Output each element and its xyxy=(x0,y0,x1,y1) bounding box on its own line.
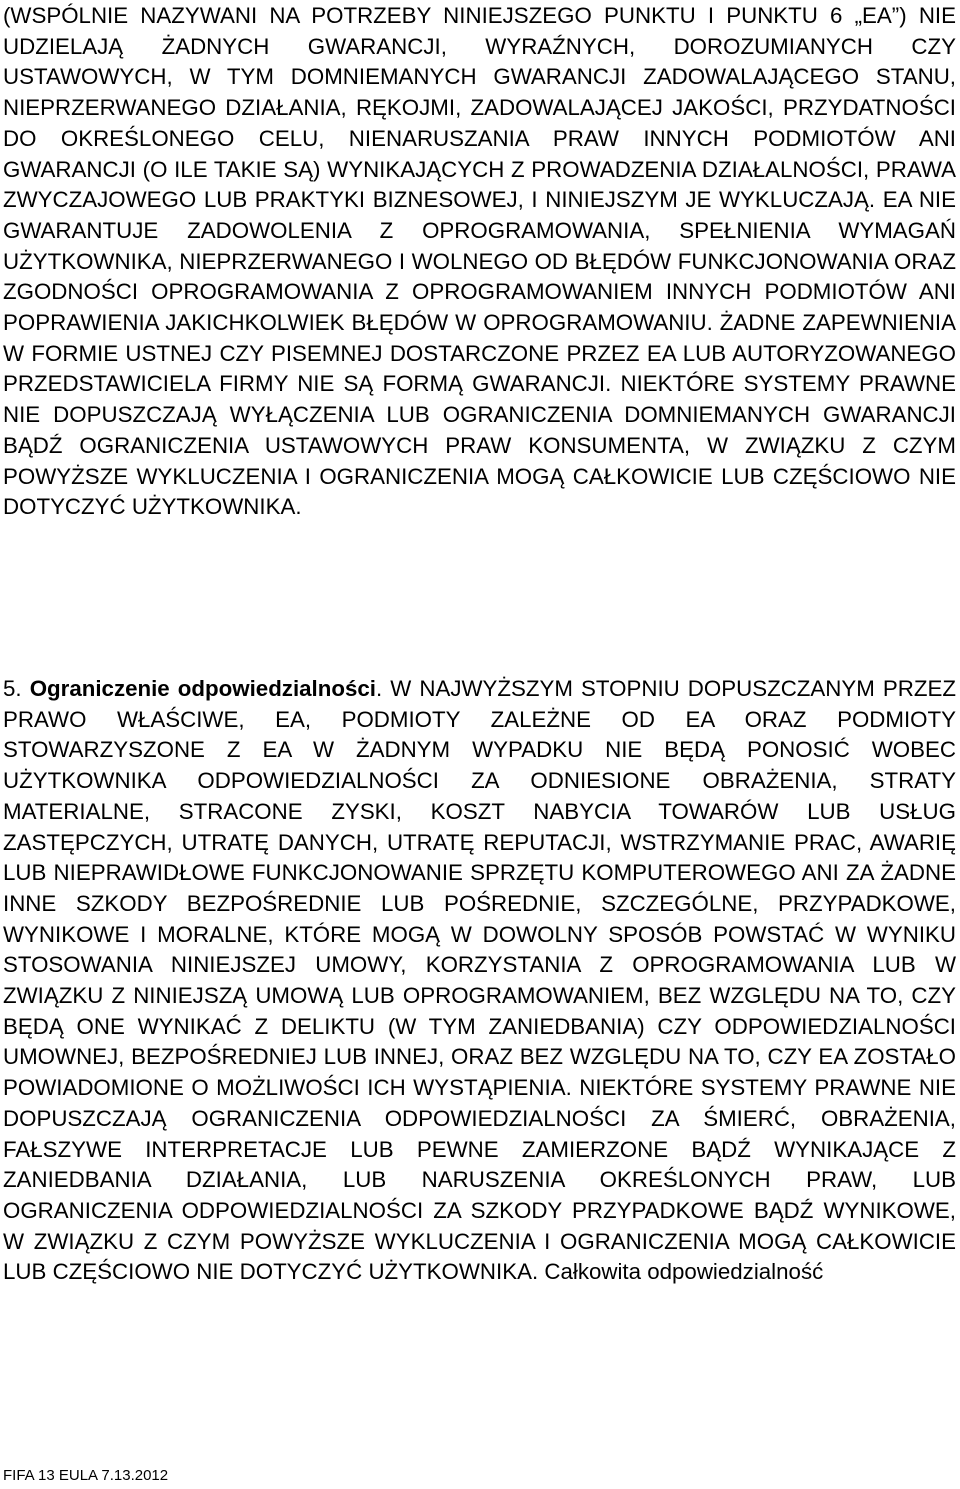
section-title-period: . xyxy=(375,676,383,701)
limitation-of-liability-section xyxy=(3,674,956,1288)
page-footer: FIFA 13 EULA 7.13.2012 xyxy=(3,1467,169,1484)
warranty-disclaimer-paragraph xyxy=(3,1,956,523)
section-number: 5. xyxy=(3,676,22,701)
section-trailing-text: Całkowita odpowiedzialność xyxy=(544,1259,824,1285)
section-title: Ograniczenie odpowiedzialności xyxy=(29,676,376,701)
warranty-disclaimer-text: (WSPÓLNIE NAZYWANI NA POTRZEBY NINIEJSZEGO PUNKTU I PUNKTU 6 „EA”) NIE UDZIELAJĄ ŻADNYCH GWARANCJI, WYRAŹNYCH, DOROZUMIANYCH CZY USTAWOWYCH, W TYM DOMNIEMANYCH GWARANCJI ZADOWALAJĄCEGO STANU, NIEPRZERWANEGO DZIAŁANIA, RĘKOJMI, ZADOWALAJĄCEJ JAKOŚCI, PRZYDATNOŚCI DO OKREŚLONEGO CELU, NIENARUSZANIA PRAW INNYCH PODMIOTÓW ANI GWARANCJI (O ILE TAKIE SĄ) WYNIKAJĄCYCH Z PROWADZENIA DZIAŁALNOŚCI, PRAWA ZWYCZAJOWEGO LUB PRAKTYKI BIZNESOWEJ, I NINIEJSZYM JE WYKLUCZAJĄ. EA NIE GWARANTUJE ZADOWOLENIA Z OPROGRAMOWANIA, SPEŁNIENIA WYMAGAŃ UŻYTKOWNIKA, NIEPRZERWANEGO I WOLNEGO OD BŁĘDÓW FUNKCJONOWANIA ORAZ ZGODNOŚCI OPROGRAMOWANIA Z OPROGRAMOWANIEM INNYCH PODMIOTÓW ANI POPRAWIENIA JAKICHKOLWIEK BŁĘDÓW W OPROGRAMOWANIU. ŻADNE ZAPEWNIENIA W FORMIE USTNEJ CZY PISEMNEJ DOSTARCZONE PRZEZ EA LUB AUTORYZOWANEGO PRZEDSTAWICIELA FIRMY NIE SĄ FORMĄ GWARANCJI. NIEKTÓRE SYSTEMY PRAWNE NIE DOPUSZCZAJĄ WYŁĄCZENIA LUB OGRANICZENIA DOMNIEMANYCH GWARANCJI BĄDŹ OGRANICZENIA USTAWOWYCH PRAW KONSUMENTA, W ZWIĄZKU Z CZYM POWYŻSZE WYKLUCZENIA I OGRANICZENIA MOGĄ CAŁKOWICIE LUB CZĘŚCIOWO NIE DOTYCZYĆ UŻYTKOWNIKA. xyxy=(3,3,956,520)
section-body-text: W NAJWYŻSZYM STOPNIU DOPUSZCZANYM PRZEZ PRAWO WŁAŚCIWE, EA, PODMIOTY ZALEŻNE OD EA ORAZ PODMIOTY STOWARZYSZONE Z EA W ŻADNYM WYPADKU NIE BĘDĄ PONOSIĆ WOBEC UŻYTKOWNIKA ODPOWIEDZIALNOŚCI ZA ODNIESIONE OBRAŻENIA, STRATY MATERIALNE, STRACONE ZYSKI, KOSZT NABYCIA TOWARÓW LUB USŁUG ZASTĘPCZYCH, UTRATĘ DANYCH, UTRATĘ REPUTACJI, WSTRZYMANIE PRAC, AWARIĘ LUB NIEPRAWIDŁOWE FUNKCJONOWANIE SPRZĘTU KOMPUTEROWEGO ANI ZA ŻADNE INNE SZKODY BEZPOŚREDNIE LUB POŚREDNIE, SZCZEGÓLNE, PRZYPADKOWE, WYNIKOWE I MORALNE, KTÓRE MOGĄ W DOWOLNY SPOSÓB POWSTAĆ W WYNIKU STOSOWANIA NINIEJSZEJ UMOWY, KORZYSTANIA Z OPROGRAMOWANIA LUB W ZWIĄZKU Z NINIEJSZĄ UMOWĄ LUB OPROGRAMOWANIEM, BEZ WZGLĘDU NA TO, CZY BĘDĄ ONE WYNIKAĆ Z DELIKTU (W TYM ZANIEDBANIA) CZY ODPOWIEDZIALNOŚCI UMOWNEJ, BEZPOŚREDNIEJ LUB INNEJ, ORAZ BEZ WZGLĘDU NA TO, CZY EA ZOSTAŁO POWIADOMIONE O MOŻLIWOŚCI ICH WYSTĄPIENIA. NIEKTÓRE SYSTEMY PRAWNE NIE DOPUSZCZAJĄ OGRANICZENIA ODPOWIEDZIALNOŚCI ZA ŚMIERĆ, OBRAŻENIA, FAŁSZYWE INTERPRETACJE LUB PEWNE ZAMIERZONE BĄDŹ WYNIKAJĄCE Z ZANIEDBANIA DZIAŁANIA, LUB NARUSZENIA OKREŚLONYCH PRAW, LUB OGRANICZENIA ODPOWIEDZIALNOŚCI ZA SZKODY PRZYPADKOWE BĄDŹ WYNIKOWE, W ZWIĄZKU Z CZYM POWYŻSZE WYKLUCZENIA I OGRANICZENIA MOGĄ CAŁKOWICIE LUB CZĘŚCIOWO NIE DOTYCZYĆ UŻYTKOWNIKA. xyxy=(3,676,956,1285)
